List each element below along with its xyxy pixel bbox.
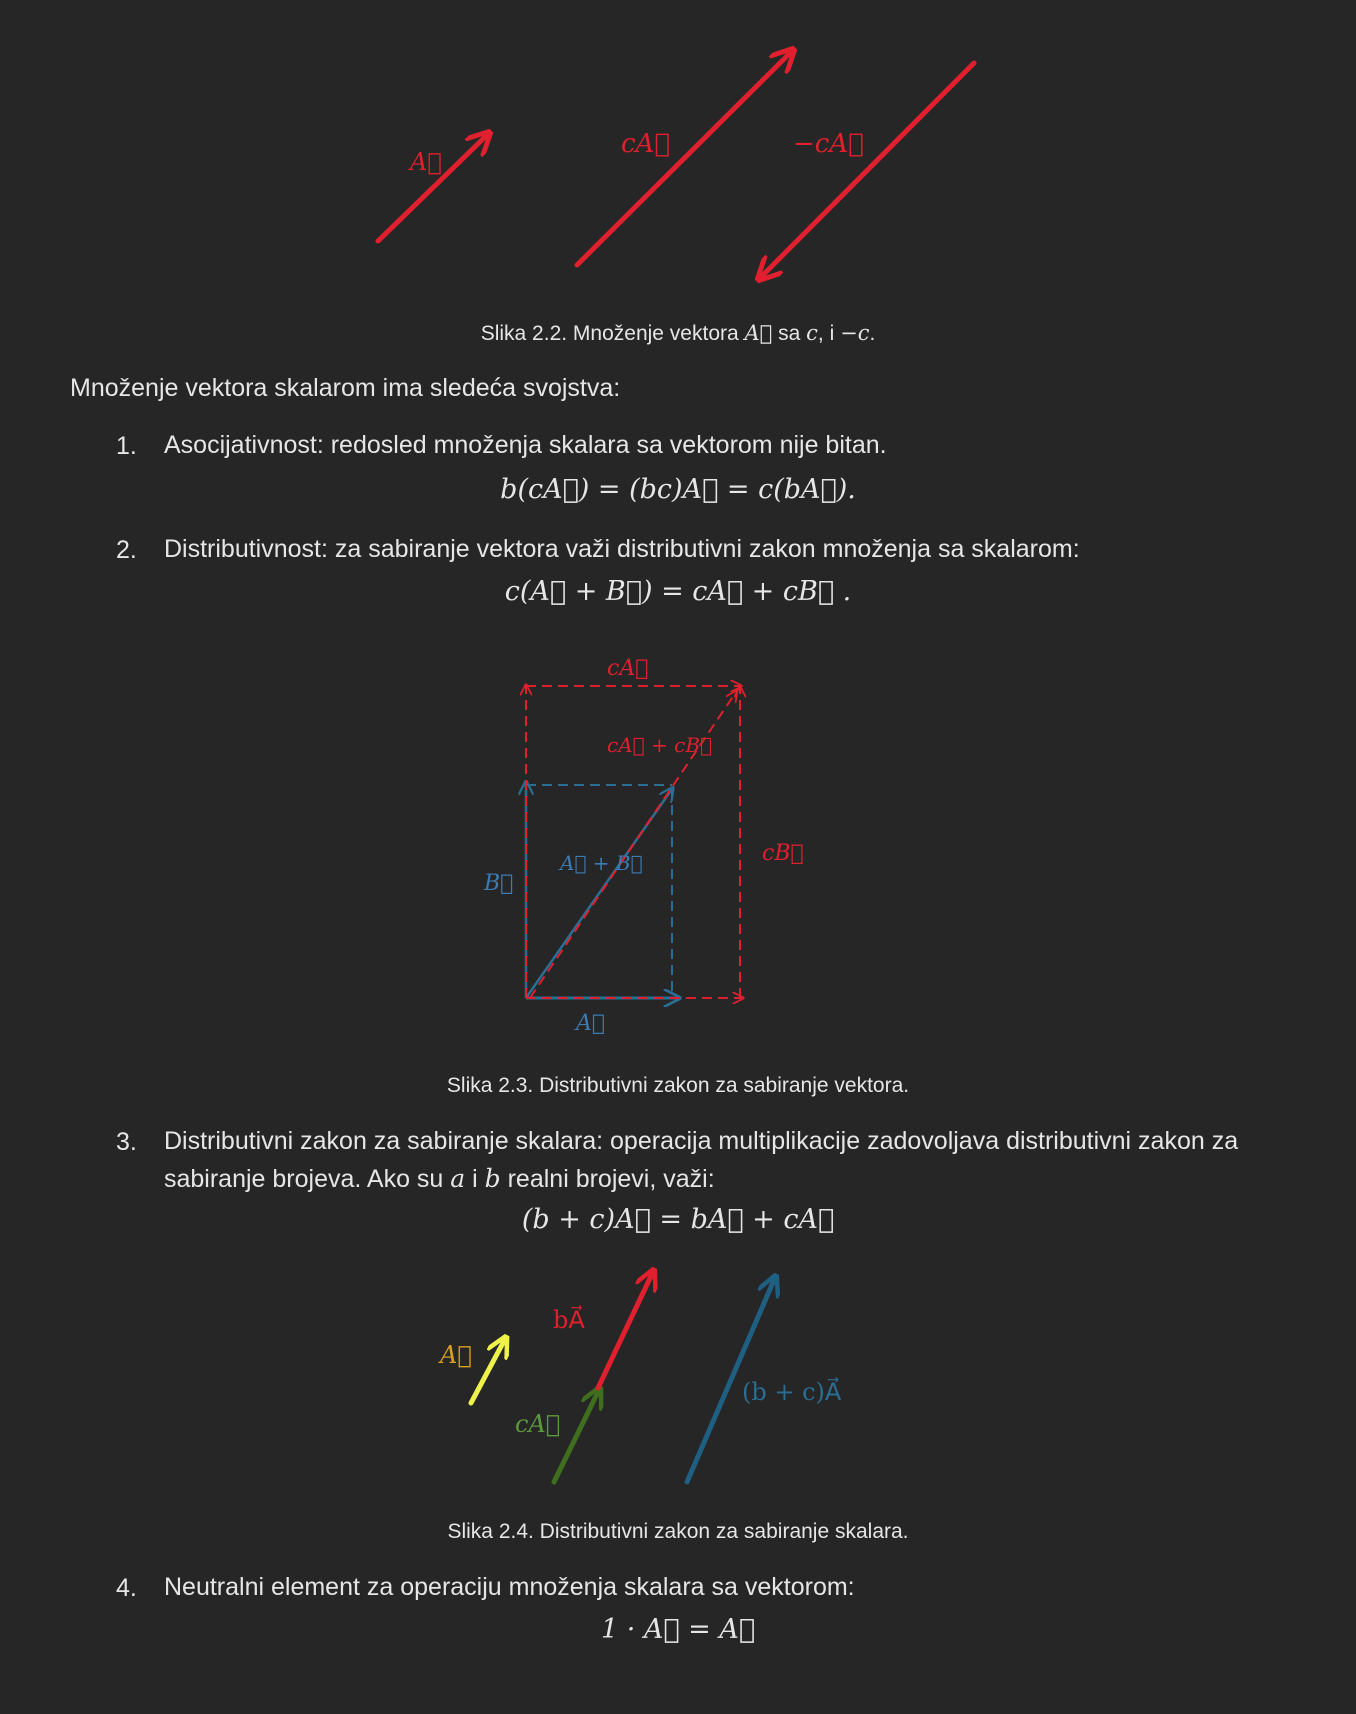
- intro-paragraph: Množenje vektora skalarom ima sledeća svojstva:: [70, 374, 621, 402]
- caption-text: Slika 2.2. Množenje vektora: [480, 322, 745, 345]
- caption-c: c: [806, 321, 818, 345]
- caption-vector: A⃗: [744, 321, 773, 345]
- figure-2-3-caption: Slika 2.3. Distributivni zakon za sabiranje vektora.: [446, 1074, 910, 1097]
- label-neg-ca: −cA⃗: [793, 129, 864, 159]
- label-b: B⃗: [484, 871, 514, 896]
- formula-scalar-distributivity: (b + c)A⃗ = bA⃗ + cA⃗: [521, 1204, 835, 1235]
- figure-2-4: [0, 1250, 1356, 1510]
- item-text: [164, 1122, 1294, 1198]
- text-part: sabiranje brojeva. Ako su: [164, 1165, 451, 1193]
- vector-neg-ca-arrow: [762, 63, 974, 276]
- figure-2-4-caption: Slika 2.4. Distributivni zakon za sabiranje skalara.: [447, 1520, 909, 1543]
- label-a: A⃗: [576, 1011, 606, 1036]
- vector-a-yellow: [471, 1341, 504, 1403]
- item-text: Asocijativnost: redosled množenja skalara sa vektorom nije bitan.: [164, 431, 887, 459]
- text-part: realni brojevi, važi:: [500, 1165, 715, 1193]
- formula-distributivity: c(A⃗ + B⃗) = cA⃗ + cB⃗ .: [504, 576, 852, 607]
- item-number: 2.: [116, 536, 137, 564]
- label-a: A⃗: [410, 148, 442, 176]
- label-ca: cA⃗: [621, 129, 670, 159]
- figure-2-3: [0, 640, 1356, 1040]
- item-text: Distributivnost: za sabiranje vektora važi distributivni zakon množenja sa skalarom:: [164, 535, 1080, 563]
- label-ca: cA⃗: [515, 1410, 561, 1438]
- item-text: Neutralni element za operaciju množenja skalara sa vektorom:: [164, 1573, 855, 1601]
- label-cb: cB⃗: [762, 841, 804, 866]
- vector-ca-arrow: [577, 53, 790, 265]
- var-b: b: [484, 1164, 501, 1193]
- label-bca: (b + c)A⃗: [742, 1378, 842, 1406]
- vector-ba-red: [598, 1274, 652, 1388]
- figure-2-2-caption: [0, 321, 1356, 346]
- label-ca: cA⃗: [607, 656, 649, 681]
- caption-text-mid2: , i: [817, 322, 841, 345]
- formula-associativity: b(cA⃗) = (bc)A⃗ = c(bA⃗).: [500, 474, 856, 505]
- vector-ca-green: [554, 1392, 598, 1482]
- label-a: A⃗: [440, 1341, 472, 1369]
- item-number: 3.: [116, 1128, 137, 1156]
- item-text-line-2: [164, 1160, 1294, 1198]
- caption-neg-c: −c: [840, 321, 870, 345]
- caption-end: .: [869, 322, 876, 345]
- item-number: 1.: [116, 432, 137, 460]
- label-ba: bA⃗: [553, 1306, 585, 1334]
- formula-neutral-element: 1 · A⃗ = A⃗: [600, 1614, 756, 1645]
- label-ca-plus-cb: cA⃗ + cB⃗: [607, 733, 713, 757]
- caption-text-mid: sa: [772, 322, 807, 345]
- item-number: 4.: [116, 1574, 137, 1602]
- item-text-line-1: Distributivni zakon za sabiranje skalara: operacija multiplikacije zadovoljava distributivni zakon za: [164, 1127, 1239, 1155]
- text-part: i: [465, 1165, 485, 1193]
- figure-2-2: [0, 0, 1356, 320]
- label-a-plus-b: A⃗ + B⃗: [560, 851, 643, 875]
- var-a: a: [450, 1164, 466, 1193]
